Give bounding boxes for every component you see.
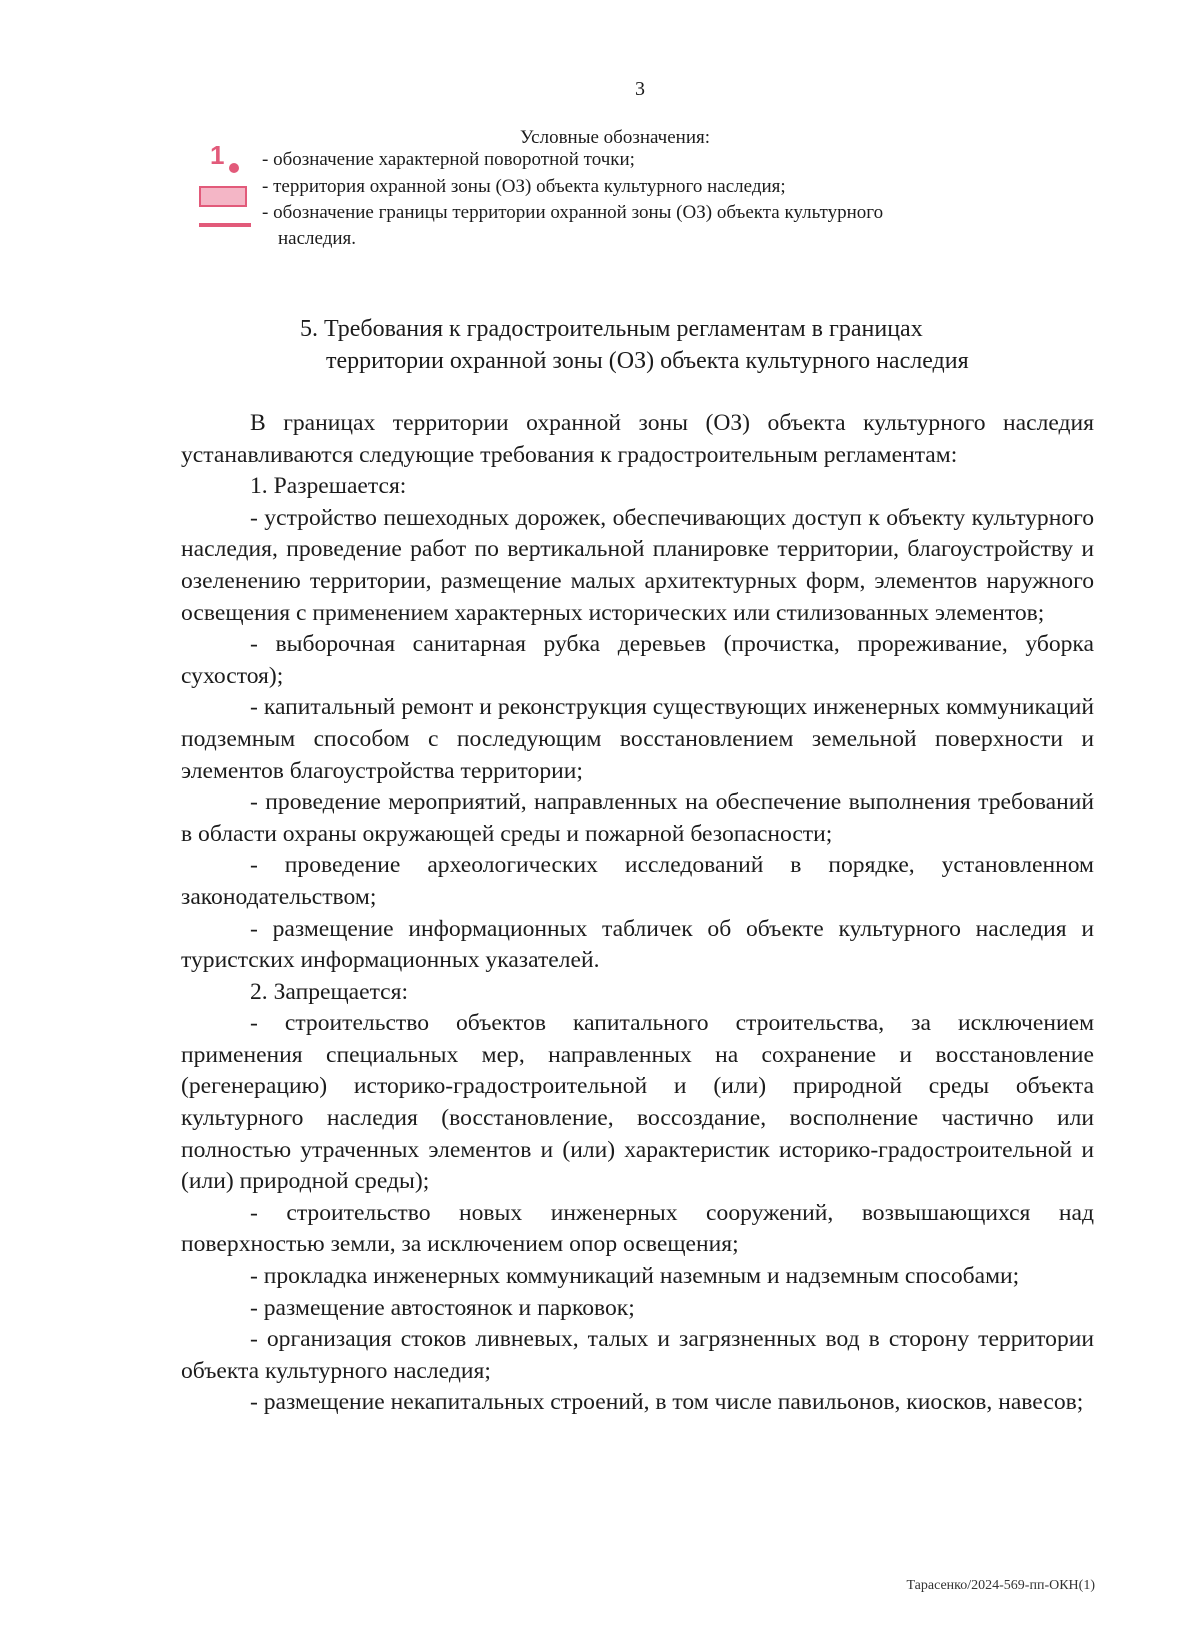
point-number-symbol: 1 bbox=[210, 140, 225, 170]
paragraph-forbidden-heading: 2. Запрещается: bbox=[250, 978, 409, 1005]
paragraph-forbidden-item: - размещение некапитальных строений, в том числе павильонов, киосков, навесов; bbox=[250, 1389, 1084, 1416]
section-heading-line-1: 5. Требования к градостроительным регламентам в границах bbox=[300, 316, 923, 342]
protection-zone-icon bbox=[199, 186, 247, 207]
section-heading-line-2: территории охранной зоны (ОЗ) объекта культурного наследия bbox=[326, 348, 969, 374]
legend-item-border: - обозначение границы территории охранной зоны (ОЗ) объекта культурного bbox=[262, 202, 884, 223]
paragraph-allowed-item: - размещение информационных табличек об объекте культурного наследия и туристских информационных указателей. bbox=[181, 915, 1094, 974]
paragraph-allowed-item: - проведение мероприятий, направленных на обеспечение выполнения требований в области охраны окружающей среды и пожарной безопасности; bbox=[181, 789, 1094, 847]
paragraph-forbidden-item: - прокладка инженерных коммуникаций наземным и надземным способами; bbox=[250, 1263, 1020, 1290]
legend-title: Условные обозначения: bbox=[520, 127, 711, 148]
paragraph-allowed-item: - капитальный ремонт и реконструкция существующих инженерных коммуникаций подземным способом с последующим восстановлением земельной поверхности и элементов благоустройства территории; bbox=[181, 694, 1094, 784]
legend-item-point: - обозначение характерной поворотной точки; bbox=[262, 149, 635, 170]
paragraph-forbidden-item: - строительство объектов капитального строительства, за исключением применения специальных мер, направленных на сохранение и восстановление (регенерацию) историко-градостроительной и (или) природной среды объекта культурного наследия (восстановление, воссоздание, восполнение частично или полностью утраченных элементов и (или) характеристик историко-градостроительной и (или) природной среды); bbox=[181, 1010, 1094, 1195]
turning-point-icon bbox=[229, 163, 239, 173]
page-number: 3 bbox=[635, 78, 645, 100]
paragraph-intro: В границах территории охранной зоны (ОЗ) объекта культурного наследия устанавливаются следующие требования к градостроительным регламентам: bbox=[181, 410, 1094, 468]
paragraph-forbidden-item: - строительство новых инженерных сооружений, возвышающихся над поверхностью земли, за исключением опор освещения; bbox=[181, 1199, 1094, 1258]
paragraph-allowed-item: - выборочная санитарная рубка деревьев (прочистка, прореживание, уборка сухостоя); bbox=[181, 631, 1094, 689]
paragraph-allowed-heading: 1. Разрешается: bbox=[250, 473, 407, 500]
section-heading bbox=[300, 313, 1060, 377]
zone-border-icon bbox=[199, 223, 251, 227]
paragraph-forbidden-item: - организация стоков ливневых, талых и загрязненных вод в сторону территории объекта культурного наследия; bbox=[181, 1326, 1094, 1384]
paragraph-forbidden-item: - размещение автостоянок и парковок; bbox=[250, 1294, 635, 1321]
body-text bbox=[181, 408, 1094, 1419]
legend-item-zone: - территория охранной зоны (ОЗ) объекта культурного наследия; bbox=[262, 176, 786, 197]
document-footer-reference: Тарасенко/2024-569-пп-ОКН(1) bbox=[906, 1578, 1095, 1593]
legend-item-border-continuation: наследия. bbox=[278, 228, 357, 249]
paragraph-allowed-item: - устройство пешеходных дорожек, обеспечивающих доступ к объекту культурного наследия, проведение работ по вертикальной планировке территории, благоустройству и озеленению территории, размещение малых архитектурных форм, элементов наружного освещения с применением характерных исторических или стилизованных элементов; bbox=[181, 504, 1094, 626]
paragraph-allowed-item: - проведение археологических исследований в порядке, установленном законодательством; bbox=[181, 852, 1094, 910]
